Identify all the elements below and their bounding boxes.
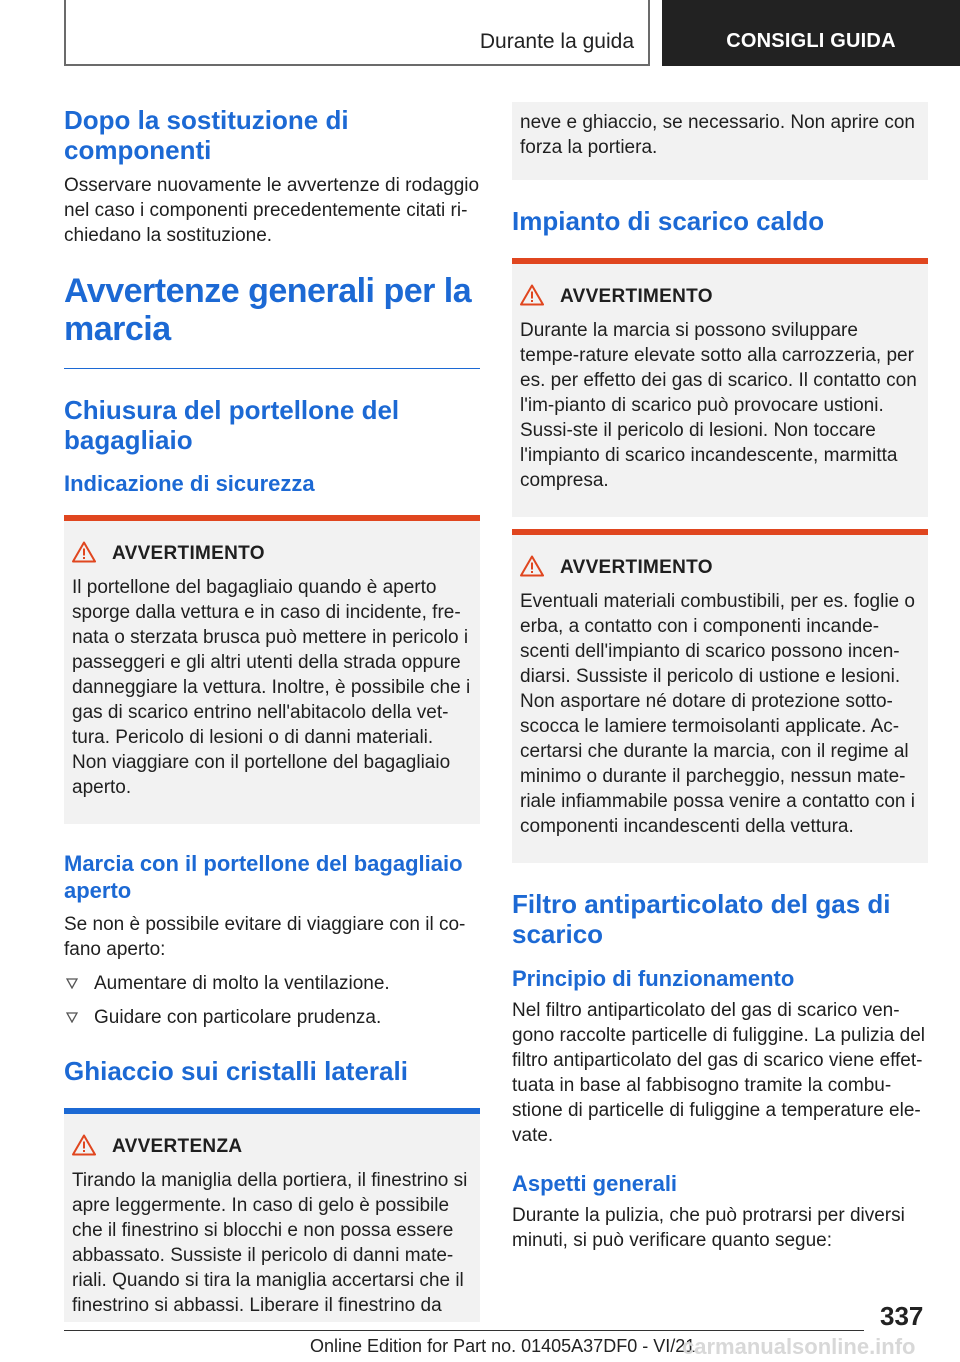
subheading-principle: Principio di funzionamento: [512, 966, 795, 991]
text-replacement: Osservare nuovamente le avvertenze di rodaggio nel caso i componenti precedentemente citati ri-chiedano la sostituzione.: [64, 175, 480, 246]
divider: [64, 368, 480, 369]
watermark: carmanualsonline.info: [682, 1334, 916, 1359]
chapter-tab-label: CONSIGLI GUIDA: [726, 30, 896, 52]
left-column: [64, 100, 480, 1322]
section-title: Durante la guida: [479, 30, 634, 53]
warning-label: AVVERTENZA: [112, 1136, 243, 1157]
page-number: 337: [880, 1301, 924, 1331]
text-principle: Nel filtro antiparticolato del gas di scarico ven-gono raccolte particelle di fuliggine. La pulizia del filtro antiparticolato del gas di scarico viene effet-tuata in base al fabbisogno tramite la combu-stione di particelle di fuliggine a temperature ele-vate.: [512, 1000, 925, 1146]
warning-triangle-icon: [520, 555, 544, 577]
triangle-bullet-icon: [66, 1012, 78, 1023]
warning-label: AVVERTIMENTO: [560, 286, 713, 307]
footer-divider: [64, 1330, 864, 1331]
chapter-tab[interactable]: [662, 0, 960, 66]
warning-box-tailgate: [64, 515, 480, 824]
warning-text: neve e ghiaccio, se necessario. Non aprire con forza la portiera.: [520, 112, 916, 158]
heading-particulate-filter: Filtro antiparticolato del gas di scarico: [512, 889, 891, 949]
footer-edition: Online Edition for Part no. 01405A37DF0 - VI/21: [310, 1336, 696, 1356]
warning-text: Durante la marcia si possono sviluppare tempe-rature elevate sotto alla carrozzeria, per es. per effetto dei gas di scarico. Il contatto con l'im-pianto di scarico può provocare ustioni. Sussi-ste il pericolo di lesioni. Non toccare l'impianto di scarico incandescente, marmitta compresa.: [520, 320, 917, 491]
right-column: [512, 100, 928, 1253]
warning-box-combustibles: [512, 529, 928, 863]
text-open-tailgate: Se non è possibile evitare di viaggiare con il co-fano aperto:: [64, 914, 466, 960]
list-item: Aumentare di molto la ventilazione.: [64, 971, 480, 996]
heading-tailgate: Chiusura del portellone del bagagliaio: [64, 395, 400, 455]
warning-triangle-icon: [520, 284, 544, 306]
text-general: Durante la pulizia, che può protrarsi per diversi minuti, si può verificare quanto segue:: [512, 1205, 905, 1251]
warning-box-hot-exhaust: [512, 258, 928, 517]
heading-general-warnings: Avvertenze generali per la marcia: [64, 272, 472, 348]
warning-label: AVVERTIMENTO: [112, 543, 265, 564]
warning-label: AVVERTIMENTO: [560, 557, 713, 578]
subheading-open-tailgate: Marcia con il portellone del bagagliaio aperto: [64, 851, 463, 903]
heading-hot-exhaust: Impianto di scarico caldo: [512, 206, 825, 236]
warning-triangle-icon: [72, 1134, 96, 1156]
subheading-general: Aspetti generali: [512, 1171, 678, 1196]
header-frame: [64, 0, 650, 66]
warning-text: Eventuali materiali combustibili, per es. foglie o erba, a contatto con i componenti incande-scenti dell'impianto di scarico possono incen-diarsi. Sussiste il pericolo di ustione e lesioni. Non asportare né dotare di protezione sotto-scocca le lamiere termoisolanti applicate. Ac-certarsi che durante la marcia, con il regime al minimo o durante il parcheggio, nessun mate-riale infiammabile possa venire a contatto con i componenti incandescenti della vettura.: [520, 591, 915, 837]
warning-box-ice-continued: [512, 102, 928, 180]
list-item: Guidare con particolare prudenza.: [64, 1005, 480, 1030]
warning-box-ice: [64, 1108, 480, 1322]
heading-ice-windows: Ghiaccio sui cristalli laterali: [64, 1056, 408, 1086]
heading-replacement: Dopo la sostituzione di componenti: [64, 105, 349, 165]
warning-text: Tirando la maniglia della portiera, il finestrino si apre leggermente. In caso di gelo è possibile che il finestrino si blocchi e non possa essere abbassato. Sussiste il pericolo di danni mate-riali. Quando si tira la maniglia accertarsi che il finestrino si abbassi. Liberare il finestrino da: [72, 1170, 468, 1316]
triangle-bullet-icon: [66, 978, 78, 989]
subheading-safety: Indicazione di sicurezza: [64, 471, 315, 496]
bullet-list: [64, 971, 480, 1030]
warning-text: Il portellone del bagagliaio quando è aperto sporge dalla vettura e in caso di incidente, fre-nata o sterzata brusca può mettere in pericolo i passeggeri e gli altri utenti della strada oppure danneggiare la vettura. Inoltre, è possibile che i gas di scarico entrino nell'abitacolo della vet-tura. Pericolo di lesioni o di danni materiali. Non viaggiare con il portellone del bagagliaio aperto.: [72, 577, 471, 798]
warning-triangle-icon: [72, 541, 96, 563]
